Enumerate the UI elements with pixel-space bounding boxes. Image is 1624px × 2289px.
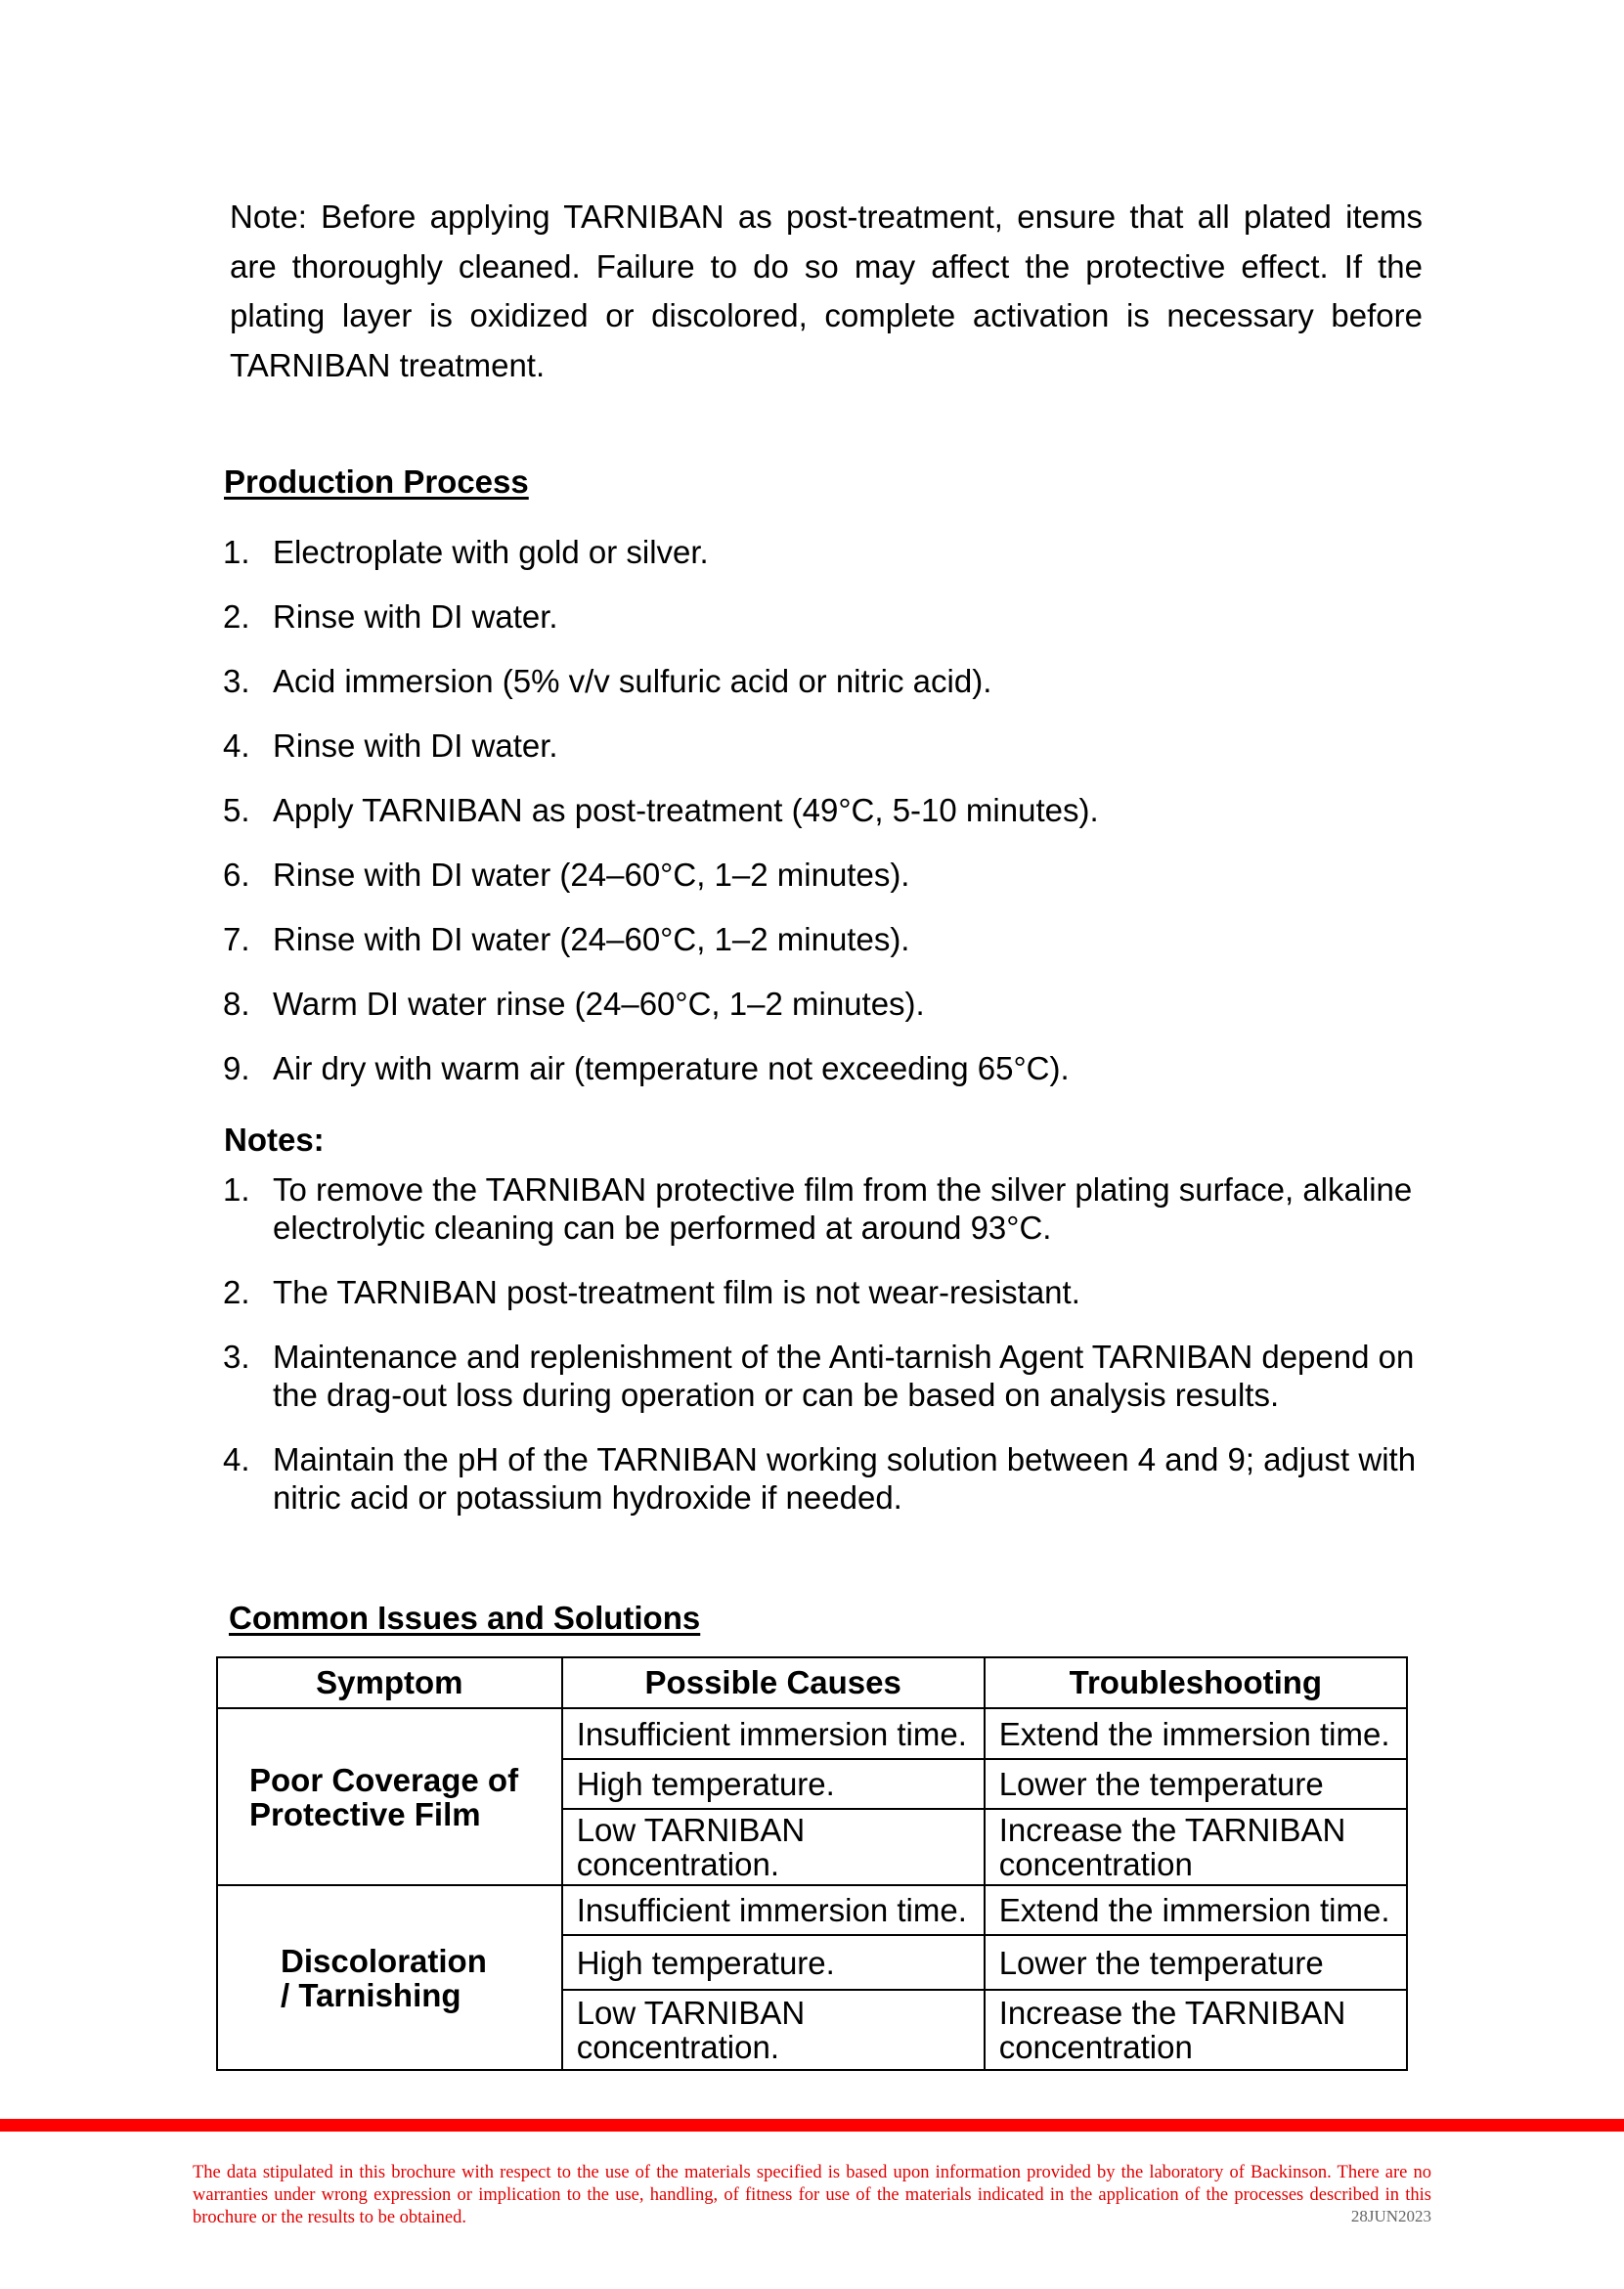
note-number: 1.: [223, 1171, 250, 1208]
step-text: Rinse with DI water (24–60°C, 1–2 minutes).: [273, 921, 910, 957]
cause-cell: High temperature.: [562, 1935, 985, 1990]
list-item: [223, 851, 1445, 915]
cause-cell: Low TARNIBAN concentration.: [562, 1809, 985, 1885]
step-text: Electroplate with gold or silver.: [273, 534, 709, 570]
step-text: Acid immersion (5% v/v sulfuric acid or nitric acid).: [273, 663, 992, 699]
step-text: Air dry with warm air (temperature not exceeding 65°C).: [273, 1050, 1070, 1086]
fix-cell: Extend the immersion time.: [985, 1708, 1407, 1759]
list-item: [223, 1170, 1445, 1247]
column-header-troubleshooting: Troubleshooting: [985, 1657, 1407, 1708]
symptom-line: Discoloration: [281, 1942, 487, 1979]
fix-cell: Increase the TARNIBAN concentration: [985, 1809, 1407, 1885]
column-header-symptom: Symptom: [217, 1657, 562, 1708]
list-item: [223, 915, 1445, 980]
column-header-causes: Possible Causes: [562, 1657, 985, 1708]
table-row: [217, 1885, 1407, 1935]
cause-cell: Low TARNIBAN concentration.: [562, 1990, 985, 2070]
intro-note: Note: Before applying TARNIBAN as post-treatment, ensure that all plated items are thoroughly cleaned. Failure to do so may affect the protective effect. If the plating layer is oxidized or discolored, complete activation is necessary before TARNIBAN treatment.: [230, 198, 1423, 383]
note-text: The TARNIBAN post-treatment film is not wear-resistant.: [273, 1274, 1080, 1310]
list-item: [223, 1338, 1445, 1414]
list-item: [223, 722, 1445, 786]
step-number: 9.: [223, 1050, 250, 1086]
fix-cell: Lower the temperature: [985, 1759, 1407, 1809]
note-number: 2.: [223, 1274, 250, 1310]
fix-cell: Lower the temperature: [985, 1935, 1407, 1990]
list-item: [223, 1044, 1445, 1109]
footer-divider: [0, 2119, 1624, 2132]
footer-disclaimer: The data stipulated in this brochure with respect to the use of the materials specified is based upon information provided by the laboratory of Backinson. There are no warranties under wrong expression or implication to the use, handling, of fitness for use of the materials indicated in the application of the processes described in this brochure or the results to be obtained.: [193, 2163, 1431, 2227]
symptom-line: / Tarnishing: [281, 1976, 461, 2013]
note-text: Maintain the pH of the TARNIBAN working solution between 4 and 9; adjust with nitric acid or potassium hydroxide if needed.: [273, 1441, 1417, 1516]
list-item: [223, 657, 1445, 722]
step-number: 5.: [223, 792, 250, 828]
symptom-line: Poor Coverage of: [249, 1761, 519, 1798]
step-text: Apply TARNIBAN as post-treatment (49°C, 5-10 minutes).: [273, 792, 1099, 828]
step-number: 2.: [223, 598, 250, 635]
step-text: Rinse with DI water.: [273, 727, 558, 764]
step-text: Warm DI water rinse (24–60°C, 1–2 minutes).: [273, 986, 925, 1022]
production-process-heading: Production Process: [224, 463, 529, 500]
fix-cell: Extend the immersion time.: [985, 1885, 1407, 1935]
step-number: 4.: [223, 727, 250, 764]
note-text: To remove the TARNIBAN protective film from the silver plating surface, alkaline electrolytic cleaning can be performed at around 93°C.: [273, 1171, 1413, 1246]
cause-cell: High temperature.: [562, 1759, 985, 1809]
cause-cell: Insufficient immersion time.: [562, 1885, 985, 1935]
step-text: Rinse with DI water.: [273, 598, 558, 635]
step-text: Rinse with DI water (24–60°C, 1–2 minutes).: [273, 857, 910, 893]
common-issues-heading: Common Issues and Solutions: [229, 1600, 701, 1636]
list-item: [223, 1273, 1445, 1311]
list-item: [223, 593, 1445, 657]
footer-date: 28JUN2023: [1350, 2207, 1431, 2225]
symptom-cell: [217, 1885, 562, 2070]
table-row: [217, 1708, 1407, 1759]
step-number: 8.: [223, 986, 250, 1022]
production-steps-list: [223, 528, 1445, 1109]
step-number: 1.: [223, 534, 250, 570]
symptom-cell: [217, 1708, 562, 1885]
cause-cell: Insufficient immersion time.: [562, 1708, 985, 1759]
issues-table: [216, 1656, 1408, 2071]
notes-heading: Notes:: [224, 1122, 325, 1158]
table-header-row: [217, 1657, 1407, 1708]
step-number: 7.: [223, 921, 250, 957]
step-number: 6.: [223, 857, 250, 893]
list-item: [223, 528, 1445, 593]
note-number: 4.: [223, 1441, 250, 1477]
fix-cell: Increase the TARNIBAN concentration: [985, 1990, 1407, 2070]
notes-list: [223, 1170, 1445, 1543]
list-item: [223, 786, 1445, 851]
note-text: Maintenance and replenishment of the Anti-tarnish Agent TARNIBAN depend on the drag-out loss during operation or can be based on analysis results.: [273, 1339, 1415, 1413]
symptom-line: Protective Film: [249, 1795, 481, 1832]
note-number: 3.: [223, 1339, 250, 1375]
list-item: [223, 980, 1445, 1044]
step-number: 3.: [223, 663, 250, 699]
list-item: [223, 1440, 1445, 1517]
